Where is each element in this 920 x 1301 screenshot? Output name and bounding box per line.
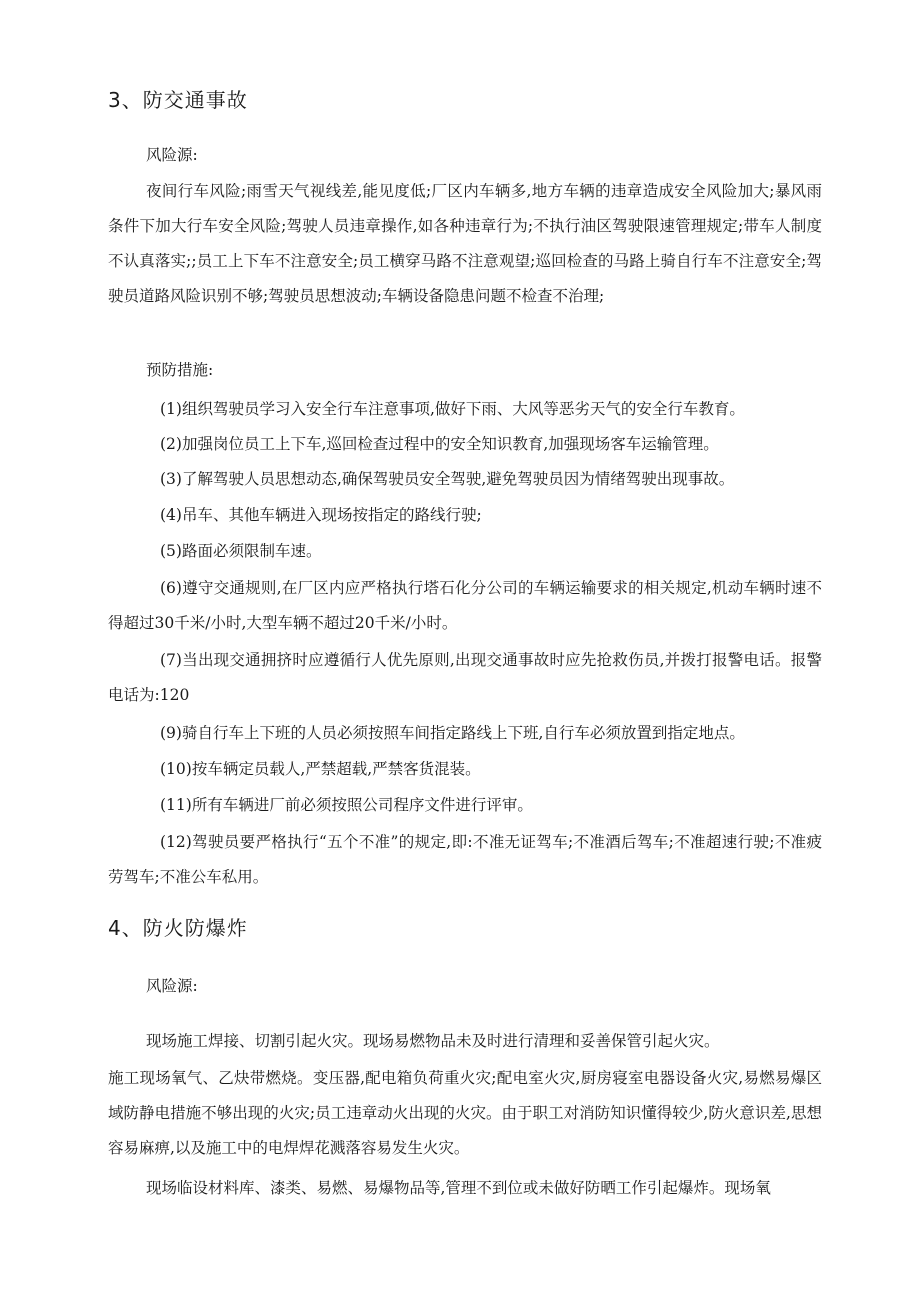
section-4-para-3: 现场临设材料库、漆类、易燃、易爆物品等,管理不到位或未做好防晒工作引起爆炸。现场氧 [146,1179,771,1197]
measure-5: (5)路面必须限制车速。 [160,542,322,560]
section-4-heading: 4、防火防爆炸 [108,916,248,940]
section-4-para-1: 现场施工焊接、切割引起火灾。现场易燃物品未及时进行清理和妥善保管引起火灾。 [146,1032,720,1050]
section-3-risk-label: 风险源: [146,146,198,164]
measure-9: (9)骑自行车上下班的人员必须按照车间指定路线上下班,自行车必须放置到指定地点。 [160,724,745,742]
measure-4: (4)吊车、其他车辆进入现场按指定的路线行驶; [160,506,482,524]
section-4-risk-label: 风险源: [146,977,198,995]
measure-12: (12)驾驶员要严格执行“五个不准”的规定,即:不准无证驾车;不准酒后驾车;不准超速行驶;不准疲劳驾车;不准公车私用。 [108,833,822,886]
measure-1: (1)组织驾驶员学习入安全行车注意事项,做好下雨、大风等恶劣天气的安全行车教育。 [160,400,745,418]
section-3-heading: 3、防交通事故 [108,88,248,112]
section-3-risk-text: 夜间行车风险;雨雪天气视线差,能见度低;厂区内车辆多,地方车辆的违章造成安全风险加大;暴风雨条件下加大行车安全风险;驾驶人员违章操作,如各种违章行为;不执行油区驾驶限速管理规定;带车人制度不认真落实;;员工上下车不注意安全;员工横穿马路不注意观望;巡回检查的马路上骑自行车不注意安全;驾驶员道路风险识别不够;驾驶员思想波动;车辆设备隐患问题不检查不治理; [108,182,822,305]
section-4-para-2: 施工现场氧气、乙炔带燃烧。变压器,配电箱负荷重火灾;配电室火灾,厨房寝室电器设备火灾,易燃易爆区域防静电措施不够出现的火灾;员工违章动火出现的火灾。由于职工对消防知识懂得较少,防火意识差,思想容易麻痹,以及施工中的电焊焊花溅落容易发生火灾。 [108,1069,822,1157]
measure-2: (2)加强岗位员工上下车,巡回检查过程中的安全知识教育,加强现场客车运输管理。 [160,435,719,453]
measure-6: (6)遵守交通规则,在厂区内应严格执行塔石化分公司的车辆运输要求的相关规定,机动车辆时速不得超过30千米/小时,大型车辆不超过20千米/小时。 [108,579,822,632]
section-3-prevention-label: 预防措施: [146,361,214,379]
measure-7: (7)当出现交通拥挤时应遵循行人优先原则,出现交通事故时应先抢救伤员,并拨打报警电话。报警电话为:120 [108,651,822,704]
measure-10: (10)按车辆定员载人,严禁超载,严禁客货混装。 [160,760,481,778]
measure-11: (11)所有车辆进厂前必须按照公司程序文件进行评审。 [160,796,533,814]
measure-3: (3)了解驾驶人员思想动态,确保驾驶员安全驾驶,避免驾驶员因为情绪驾驶出现事故。 [160,470,735,488]
